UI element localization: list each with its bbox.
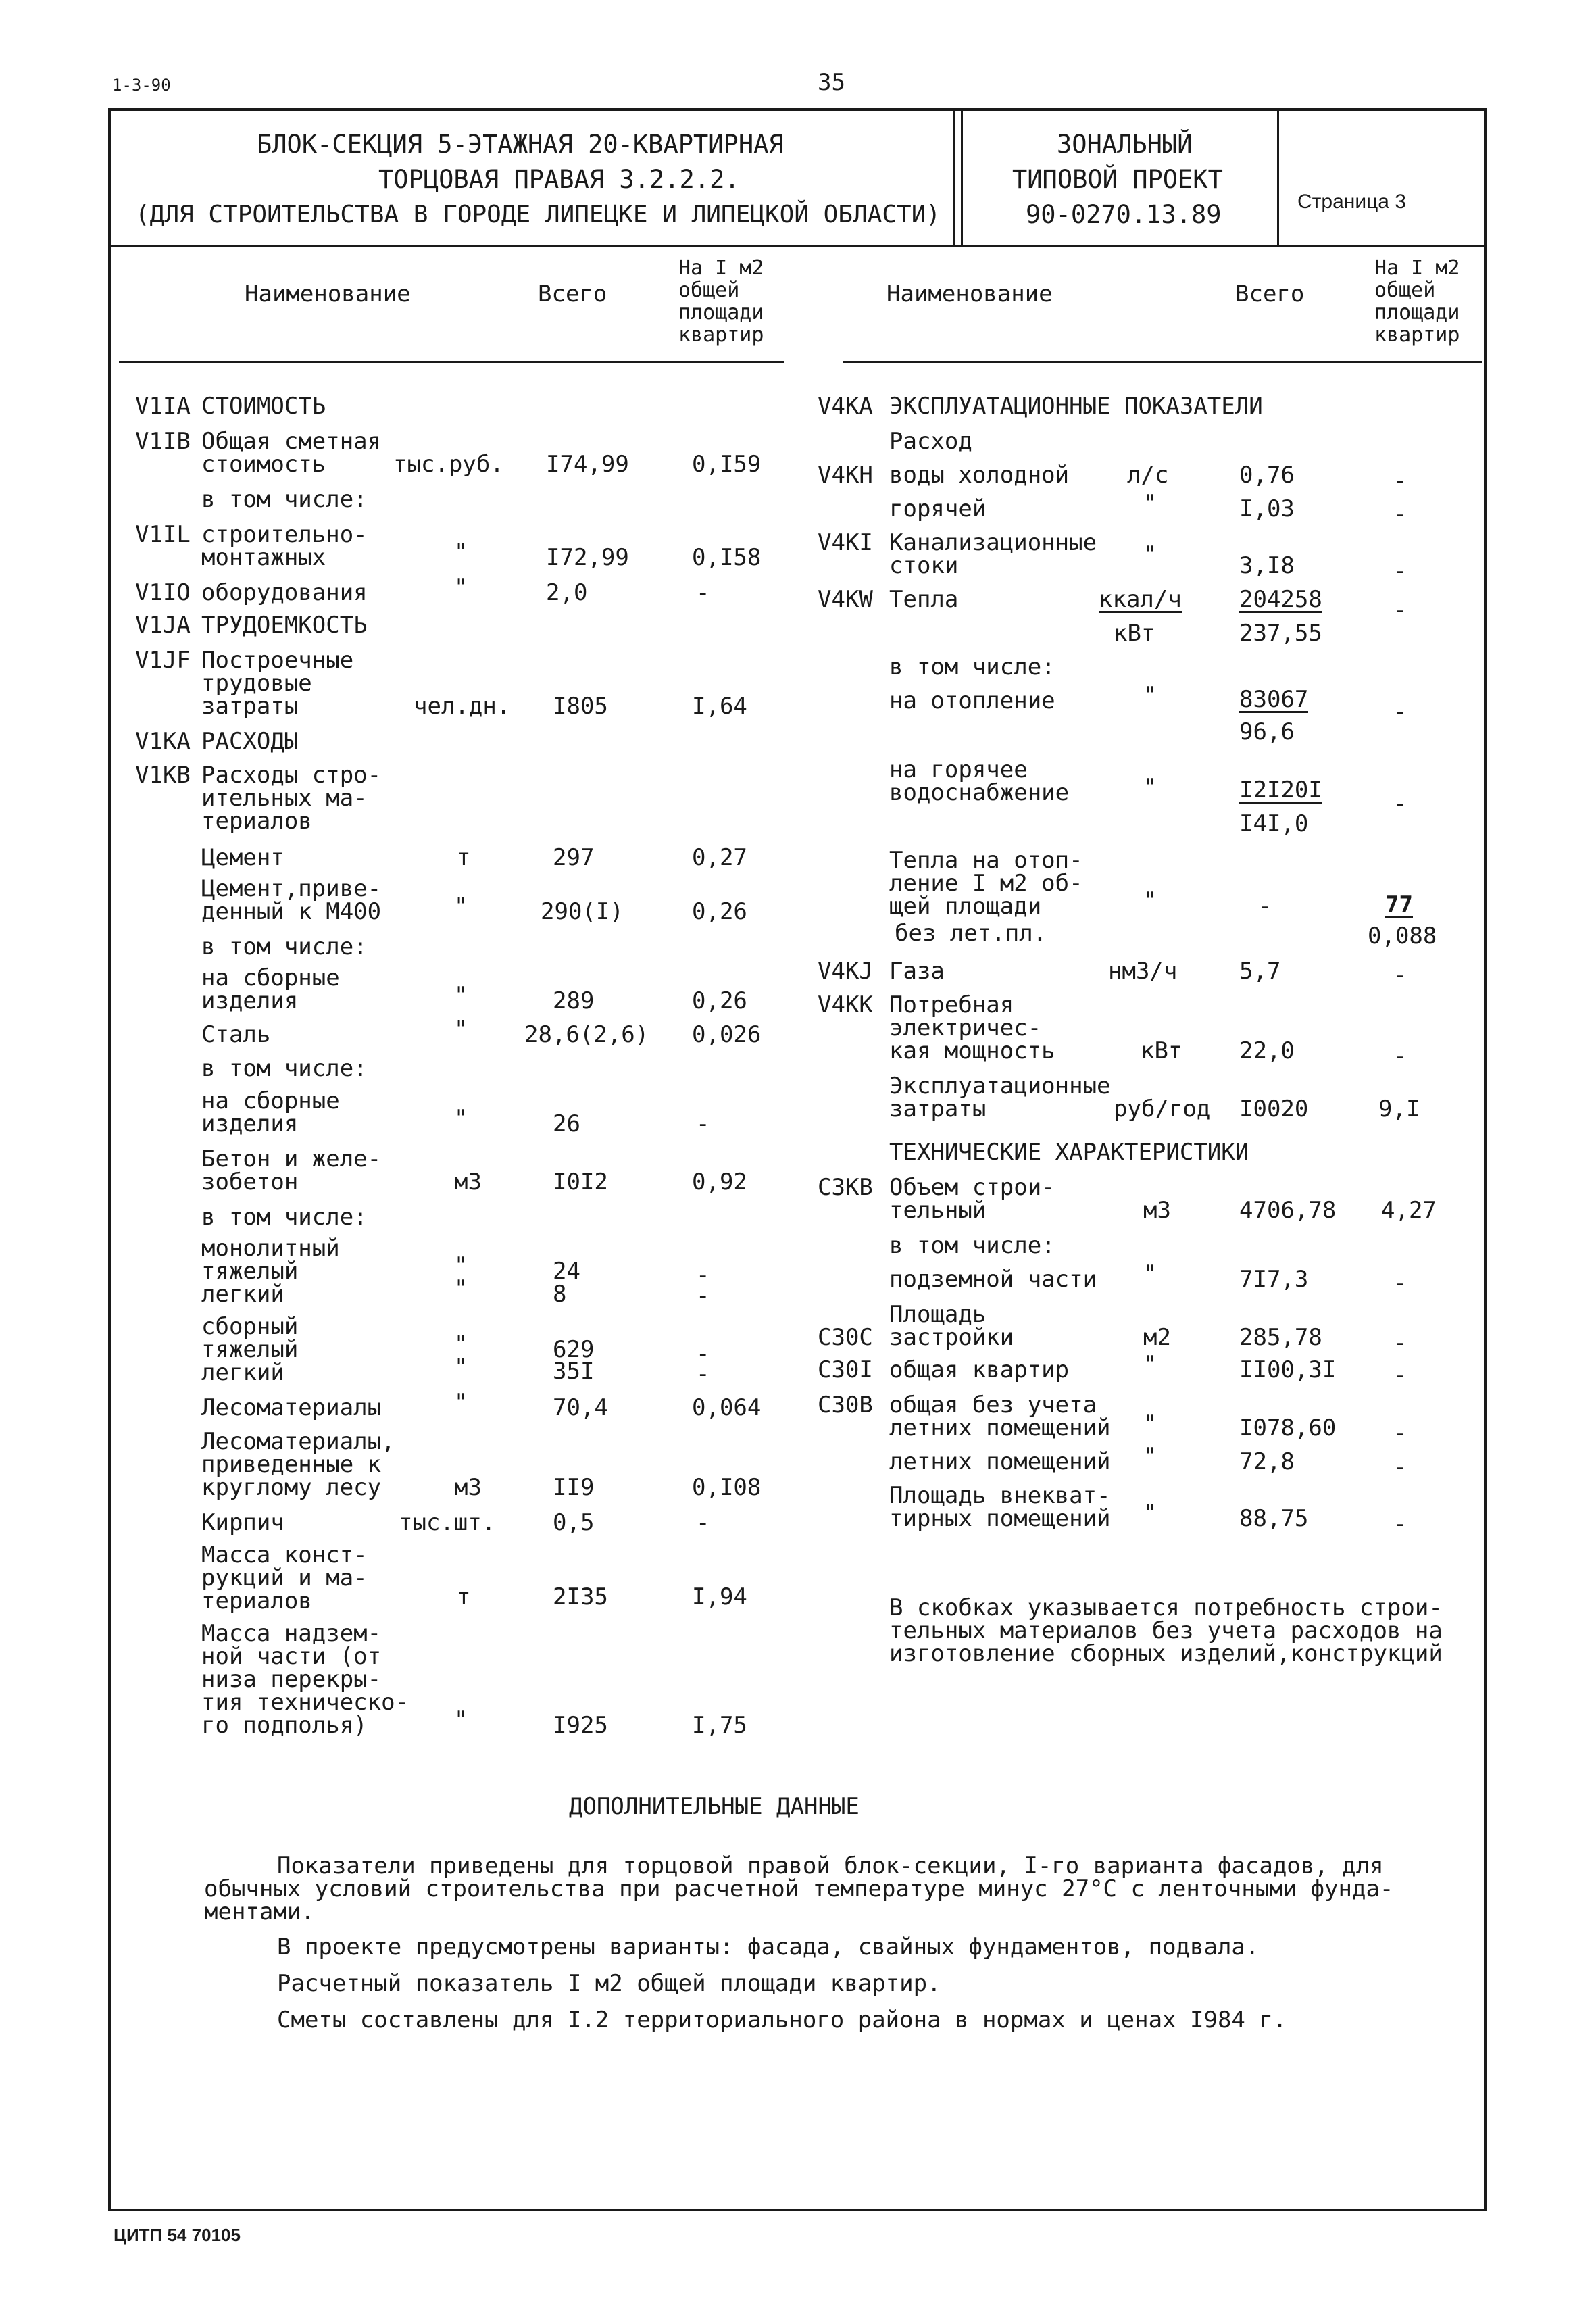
table-row-unit: " — [1143, 1443, 1157, 1470]
page-number: 35 — [818, 69, 845, 96]
note-line-3: изготовление сборных изделий,конструкций — [889, 1640, 1443, 1667]
table-row-unit: " — [454, 539, 468, 566]
header-perm2-left-1: На I м2 — [678, 256, 764, 280]
table-row-name: застройки — [889, 1324, 1014, 1351]
project-line-2: ТИПОВОЙ ПРОЕКТ — [1012, 165, 1223, 194]
additional-p1-line3: ментами. — [204, 1898, 315, 1925]
table-row-name: в том числе: — [889, 1232, 1055, 1259]
additional-p2: В проекте предусмотрены варианты: фасада, свайных фундаментов, подвала. — [277, 1934, 1260, 1961]
table-row-name: монолитный — [201, 1235, 340, 1262]
header-name-left: Наименование — [245, 280, 411, 307]
table-row-name: Эксплуатационные — [889, 1073, 1111, 1100]
table-row-name: Объем строи- — [889, 1174, 1055, 1201]
table-row-code: V1IL — [135, 521, 191, 548]
table-row-name: в том числе: — [889, 654, 1055, 681]
table-row-code: V1KA — [135, 728, 191, 755]
table-row-per: 0,92 — [692, 1168, 747, 1196]
frame-right — [1484, 108, 1487, 2211]
table-row-name: Масса конст- — [201, 1542, 368, 1569]
table-row-total: 204258 — [1239, 586, 1322, 613]
table-row-per: I,75 — [692, 1712, 747, 1739]
table-row-name: стоимость — [201, 451, 326, 478]
table-row-total: 297 — [553, 844, 595, 871]
table-row-unit: " — [454, 893, 468, 920]
table-row-unit: " — [454, 982, 468, 1009]
table-row-code: V4KJ — [818, 958, 873, 985]
table-row-unit: " — [454, 1331, 468, 1358]
table-row-code: C30C — [818, 1324, 873, 1351]
table-row-per: 0,I08 — [692, 1474, 762, 1501]
table-row-per: - — [696, 1340, 710, 1367]
table-row-per: - — [696, 1509, 710, 1536]
table-row-name: денный к М400 — [201, 898, 382, 925]
table-row-total: 88,75 — [1239, 1505, 1309, 1532]
table-row-name: териалов — [201, 1587, 312, 1615]
table-row-name: монтажных — [201, 544, 326, 571]
table-row-name: приведенные к — [201, 1451, 382, 1478]
title-line-3: (ДЛЯ СТРОИТЕЛЬСТВА В ГОРОДЕ ЛИПЕЦКЕ И ЛИПЕЦКОЙ ОБЛАСТИ) — [135, 201, 941, 228]
table-row-total: I0I2 — [553, 1168, 608, 1196]
table-row-name: круглому лесу — [201, 1474, 382, 1501]
table-row-unit: " — [454, 1706, 468, 1733]
table-row-name: Тепла — [889, 586, 959, 613]
table-row-total: II9 — [553, 1474, 595, 1501]
table-row-unit: " — [1143, 774, 1157, 801]
table-row-unit: " — [1143, 490, 1157, 517]
additional-p4: Сметы составлены для I.2 территориального района в нормах и ценах I984 г. — [277, 2007, 1287, 2034]
table-row-per: - — [1393, 501, 1407, 528]
table-row-name: общая без учета — [889, 1392, 1097, 1419]
table-row-name: кая мощность — [889, 1037, 1055, 1064]
table-row-name: стоки — [889, 552, 959, 579]
title-line-1: БЛОК-СЕКЦИЯ 5-ЭТАЖНАЯ 20-КВАРТИРНАЯ — [257, 130, 784, 159]
table-row-unit: тыс.шт. — [399, 1509, 496, 1536]
table-row-unit: кВт — [1141, 1037, 1182, 1064]
table-row-name: Расход — [889, 428, 972, 455]
table-row-name: на горячее — [889, 756, 1028, 783]
table-row-name: Канализационные — [889, 529, 1097, 556]
table-row-code: C30I — [818, 1356, 873, 1383]
header-total-right: Всего — [1235, 280, 1305, 307]
table-row-total: 0,5 — [553, 1509, 595, 1536]
table-row-name: рукций и ма- — [201, 1565, 368, 1592]
table-row-unit: м2 — [1143, 1324, 1171, 1351]
table-row-name: тяжелый — [201, 1258, 299, 1285]
table-row-name: трудовые — [201, 670, 312, 697]
table-row-name: низа перекры- — [201, 1666, 382, 1693]
table-row-per: - — [1393, 1454, 1407, 1481]
table-row-per: - — [1393, 1270, 1407, 1297]
table-row-name: в том числе: — [201, 933, 368, 960]
table-row-unit: " — [454, 1016, 468, 1043]
table-row-name: Сталь — [201, 1021, 271, 1048]
table-row-name: затраты — [201, 693, 299, 720]
table-row-name: Площадь внекват- — [889, 1482, 1111, 1509]
table-row-per: I,64 — [692, 693, 747, 720]
table-row-unit: кВт — [1114, 620, 1155, 647]
table-row-per: 0,088 — [1368, 922, 1437, 950]
table-row-total: 289 — [553, 987, 595, 1014]
table-row-name: Газа — [889, 958, 945, 985]
table-row-name: Кирпич — [201, 1509, 284, 1536]
table-row-code: V4KA — [818, 393, 873, 420]
table-row-total: I4I,0 — [1239, 810, 1309, 837]
table-row-unit: " — [454, 574, 468, 601]
table-row-unit: " — [454, 1275, 468, 1302]
table-row-total: II00,3I — [1239, 1356, 1337, 1383]
table-row-per: 0,26 — [692, 898, 747, 925]
table-row-per: 0,064 — [692, 1394, 762, 1421]
table-row-unit: т — [457, 844, 471, 871]
table-row-name: Цемент — [201, 844, 284, 871]
table-row-name: электричес- — [889, 1014, 1042, 1041]
table-row-per: - — [1393, 962, 1407, 989]
table-row-unit: " — [1143, 682, 1157, 709]
table-row-unit: т — [457, 1583, 471, 1610]
table-row-name: ТРУДОЕМКОСТЬ — [201, 612, 368, 639]
table-row-name: изделия — [201, 987, 299, 1014]
table-row-unit: " — [1143, 1500, 1157, 1527]
top-left-code: 1-3-90 — [112, 76, 171, 95]
table-row-name: Масса надзем- — [201, 1620, 382, 1647]
table-row-total: I72,99 — [546, 544, 629, 571]
table-row-name: териалов — [201, 808, 312, 835]
table-row-total: 83067 — [1239, 686, 1309, 713]
table-row-unit: тыс.руб. — [393, 451, 504, 478]
table-row-code: V1KB — [135, 762, 191, 789]
table-row-name: строительно- — [201, 521, 368, 548]
table-row-per: 0,27 — [692, 844, 747, 871]
additional-p1-line1: Показатели приведены для торцовой правой блок-секции, I-го варианта фасадов, для — [277, 1852, 1384, 1879]
header-perm2-right-2: общей — [1374, 278, 1436, 302]
table-row-name: изделия — [201, 1110, 299, 1137]
table-row-per: - — [1393, 1420, 1407, 1447]
table-row-unit: м3 — [1143, 1197, 1171, 1224]
additional-p3: Расчетный показатель I м2 общей площади квартир. — [277, 1970, 941, 1997]
table-row-name: ление I м2 об- — [889, 870, 1083, 897]
table-row-per: 9,I — [1378, 1096, 1420, 1123]
table-row-total: I925 — [553, 1712, 608, 1739]
table-row-name: оборудования — [201, 579, 368, 606]
table-row-name: тельный — [889, 1197, 987, 1224]
table-row-name: РАСХОДЫ — [201, 728, 299, 755]
table-row-name: Построечные — [201, 647, 354, 674]
table-row-unit: " — [454, 1105, 468, 1132]
table-row-name: ЭКСПЛУАТАЦИОННЫЕ ПОКАЗАТЕЛИ — [889, 393, 1263, 420]
table-row-code: V1IO — [135, 579, 191, 606]
table-row-code: V1JF — [135, 647, 191, 674]
header-perm2-left-4: квартир — [678, 323, 764, 347]
title-sep-2 — [961, 108, 963, 246]
title-line-2: ТОРЦОВАЯ ПРАВАЯ 3.2.2.2. — [378, 165, 740, 194]
table-row-name: Лесоматериалы, — [201, 1428, 395, 1455]
table-row-unit: нм3/ч — [1108, 958, 1178, 985]
table-row-name: подземной части — [889, 1266, 1097, 1293]
table-row-unit: " — [1143, 1260, 1157, 1287]
table-row-per: 0,26 — [692, 987, 747, 1014]
header-perm2-right-4: квартир — [1374, 323, 1460, 347]
table-row-total: I0020 — [1239, 1096, 1309, 1123]
table-row-unit: " — [1143, 887, 1157, 914]
table-row-name: го подполья) — [201, 1712, 368, 1739]
table-row-total: 26 — [553, 1110, 580, 1137]
table-row-per: - — [696, 579, 710, 606]
table-row-total: I,03 — [1239, 495, 1295, 522]
table-row-per: - — [696, 1360, 710, 1387]
table-row-code: V4KK — [818, 991, 873, 1018]
table-row-name: летних помещений — [889, 1414, 1111, 1442]
table-row-name: воды холодной — [889, 462, 1070, 489]
table-row-name: в том числе: — [201, 1055, 368, 1082]
table-row-total: 70,4 — [553, 1394, 608, 1421]
footer-code: ЦИТП 54 70105 — [114, 2225, 241, 2245]
table-row-name: щей площади — [889, 893, 1042, 920]
table-row-name: Лесоматериалы — [201, 1394, 382, 1421]
table-row-name: тия техническо- — [201, 1689, 409, 1716]
table-row-unit: " — [1143, 1351, 1157, 1378]
table-row-total: 2I35 — [553, 1583, 608, 1610]
note-line-2: тельных материалов без учета расходов на — [889, 1617, 1443, 1644]
table-row-total: 24 — [553, 1258, 580, 1285]
table-row-name: общая квартир — [889, 1356, 1070, 1383]
table-row-per: - — [1393, 1362, 1407, 1389]
table-row-code: V1JA — [135, 612, 191, 639]
table-row-name: СТОИМОСТЬ — [201, 393, 326, 420]
table-row-code: V1IA — [135, 393, 191, 420]
header-name-right: Наименование — [887, 280, 1053, 307]
table-row-per: - — [1393, 558, 1407, 585]
table-row-name: Тепла на отоп- — [889, 847, 1083, 874]
table-row-code: C3KB — [818, 1174, 873, 1201]
frame-left — [108, 108, 111, 2211]
title-sep-3 — [1277, 108, 1279, 246]
table-row-unit: " — [1143, 1410, 1157, 1437]
header-perm2-left-3: площади — [678, 301, 764, 324]
table-row-per: - — [1393, 1043, 1407, 1070]
table-row-unit: м3 — [454, 1168, 482, 1196]
table-row-code: C30B — [818, 1392, 873, 1419]
table-row-per: - — [696, 1262, 710, 1289]
header-perm2-right-1: На I м2 — [1374, 256, 1460, 280]
table-row-unit: руб/год — [1114, 1096, 1211, 1123]
table-row-total: 285,78 — [1239, 1324, 1322, 1351]
table-row-per: 0,026 — [692, 1021, 762, 1048]
table-row-total: 0,76 — [1239, 462, 1295, 489]
header-perm2-left-2: общей — [678, 278, 740, 302]
table-row-unit: " — [454, 1354, 468, 1381]
table-row-name: на сборные — [201, 964, 340, 991]
table-row-name: Общая сметная — [201, 428, 382, 455]
table-row-per: - — [696, 1110, 710, 1137]
table-row-per: - — [1393, 467, 1407, 494]
note-line-1: В скобках указывается потребность строи- — [889, 1594, 1443, 1621]
table-row-name: горячей — [889, 495, 987, 522]
table-row-per: - — [1393, 1510, 1407, 1537]
table-row-per: - — [1393, 1329, 1407, 1356]
table-row-per: 0,I59 — [692, 451, 762, 478]
table-row-code: V4KI — [818, 529, 873, 556]
table-row-unit: чел.дн. — [414, 693, 511, 720]
table-row-name: без лет.пл. — [895, 920, 1047, 947]
table-row-name: на отопление — [889, 687, 1055, 714]
table-row-per: 4,27 — [1381, 1197, 1437, 1224]
table-row-name: в том числе: — [201, 1204, 368, 1231]
title-sep-1 — [953, 108, 955, 246]
table-row-total: 96,6 — [1239, 718, 1295, 745]
table-row-unit: " — [454, 1389, 468, 1416]
table-row-name: тирных помещений — [889, 1505, 1111, 1532]
table-row-total: I74,99 — [546, 451, 629, 478]
table-row-total: 3,I8 — [1239, 552, 1295, 579]
table-row-name: ной части (от — [201, 1643, 382, 1670]
table-row-total: I078,60 — [1239, 1414, 1337, 1442]
additional-title: ДОПОЛНИТЕЛЬНЫЕ ДАННЫЕ — [569, 1793, 859, 1820]
table-row-name: в том числе: — [201, 486, 368, 513]
table-row-name: затраты — [889, 1096, 987, 1123]
table-row-total: 4706,78 — [1239, 1197, 1337, 1224]
project-number: 90-0270.13.89 — [1026, 200, 1222, 229]
table-row-code: V4KW — [818, 586, 873, 613]
header-total-left: Всего — [538, 280, 607, 307]
table-row-per: - — [696, 1282, 710, 1309]
table-row-name: сборный — [201, 1313, 299, 1340]
table-row-total: I805 — [553, 693, 608, 720]
header-perm2-right-3: площади — [1374, 301, 1460, 324]
table-row-unit: ккал/ч — [1099, 586, 1182, 613]
table-row-name: Потребная — [889, 991, 1014, 1018]
table-row-unit: л/с — [1127, 462, 1169, 489]
table-row-code: V1IB — [135, 428, 191, 455]
project-line-1: ЗОНАЛЬНЫЙ — [1057, 130, 1193, 159]
table-row-per: I,94 — [692, 1583, 747, 1610]
table-row-name: летних помещений — [889, 1448, 1111, 1475]
table-row-name: Бетон и желе- — [201, 1146, 382, 1173]
table-row-total: 22,0 — [1239, 1037, 1295, 1064]
table-row-total: 290(I) — [541, 898, 624, 925]
table-row-total: 7I7,3 — [1239, 1266, 1309, 1293]
table-row-per: 0,I58 — [692, 544, 762, 571]
table-row-per: - — [1393, 698, 1407, 725]
table-row-name: тяжелый — [201, 1336, 299, 1363]
section-title: ТЕХНИЧЕСКИЕ ХАРАКТЕРИСТИКИ — [889, 1139, 1249, 1166]
table-row-total: 72,8 — [1239, 1448, 1295, 1475]
table-row-per: - — [1393, 597, 1407, 624]
table-row-unit: " — [454, 1252, 468, 1279]
title-divider — [108, 245, 1487, 247]
table-row-total: 629 — [553, 1336, 595, 1363]
table-row-unit: м3 — [454, 1474, 482, 1501]
table-row-total: I2I20I — [1239, 777, 1322, 804]
table-row-code: V4KH — [818, 462, 873, 489]
page-label: Страница 3 — [1297, 191, 1406, 213]
additional-p1-line2: обычных условий строительства при расчетной температуре минус 27°С с ленточными фунда- — [204, 1875, 1394, 1902]
header-rule-left — [119, 361, 784, 363]
table-row-total: 8 — [553, 1281, 567, 1308]
table-row-name: Цемент,приве- — [201, 875, 382, 902]
table-row-total: 237,55 — [1239, 620, 1322, 647]
frame-top — [108, 108, 1487, 111]
table-row-total: 2,0 — [546, 579, 588, 606]
table-row-name: на сборные — [201, 1087, 340, 1114]
header-rule-right — [843, 361, 1482, 363]
table-row-name: легкий — [201, 1281, 284, 1308]
table-row-per: 77 — [1385, 891, 1413, 918]
table-row-name: ительных ма- — [201, 785, 368, 812]
frame-bottom — [108, 2209, 1487, 2211]
table-row-name: водоснабжение — [889, 779, 1070, 806]
table-row-total: - — [1258, 893, 1272, 920]
table-row-name: легкий — [201, 1359, 284, 1386]
table-row-name: Площадь — [889, 1301, 987, 1328]
table-row-total: 28,6(2,6) — [524, 1021, 649, 1048]
table-row-per: - — [1393, 790, 1407, 817]
table-row-total: 5,7 — [1239, 958, 1281, 985]
table-row-name: Расходы стро- — [201, 762, 382, 789]
table-row-name: зобетон — [201, 1168, 299, 1196]
table-row-unit: " — [1143, 541, 1157, 568]
table-row-total: 35I — [553, 1358, 595, 1385]
